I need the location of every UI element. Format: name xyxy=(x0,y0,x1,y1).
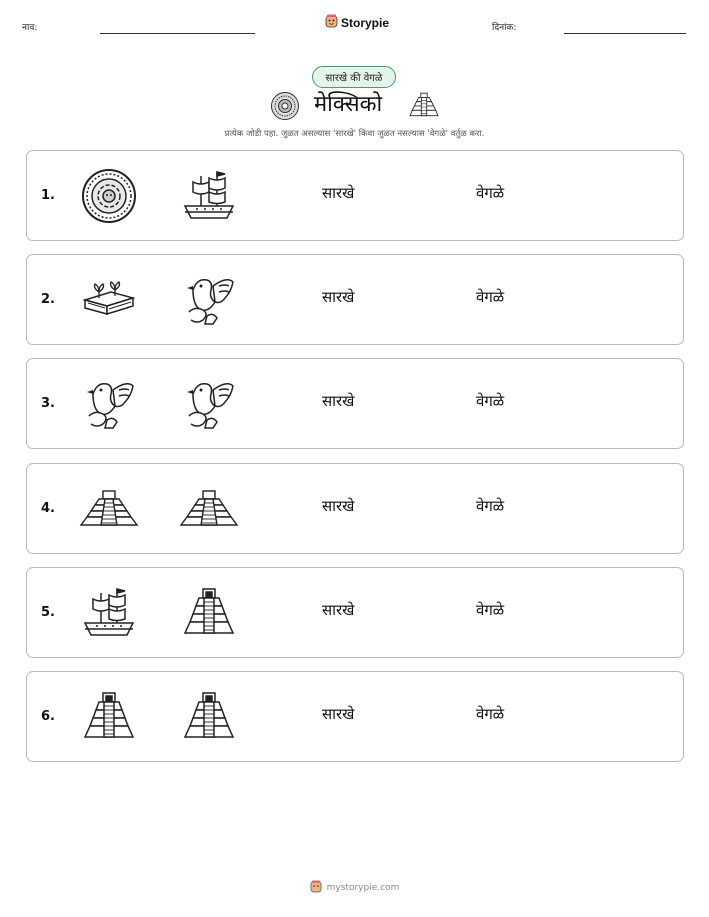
pair-row-5 xyxy=(26,567,684,658)
storypie-mascot-icon xyxy=(325,13,338,32)
same-option[interactable]: सारखे xyxy=(322,705,355,723)
eagle-icon xyxy=(79,376,139,432)
different-option[interactable]: वेगळे xyxy=(476,497,505,515)
step-pyramid-icon xyxy=(79,481,139,537)
different-option[interactable]: वेगळे xyxy=(476,601,505,619)
row-number: 6. xyxy=(41,709,55,724)
instructions: प्रत्येक जोडी पहा. जुळत असल्यास 'सारखे' किंवा जुळत नसल्यास 'वेगळे' वर्तुळ करा. xyxy=(224,129,485,139)
same-option[interactable]: सारखे xyxy=(322,184,355,202)
date-line[interactable] xyxy=(564,33,686,34)
eagle-icon xyxy=(179,376,239,432)
storypie-logo xyxy=(325,13,389,32)
step-pyramid-icon xyxy=(179,481,239,537)
different-option[interactable]: वेगळे xyxy=(476,288,505,306)
pyramid-icon xyxy=(79,689,139,745)
same-option[interactable]: सारखे xyxy=(322,601,355,619)
aztec-calendar-icon xyxy=(270,91,300,125)
different-option[interactable]: वेगळे xyxy=(476,392,505,410)
name-line[interactable] xyxy=(100,33,255,34)
row-number: 1. xyxy=(41,188,55,203)
logo-text: Storypie xyxy=(341,15,390,30)
same-option[interactable]: सारखे xyxy=(322,288,355,306)
date-label: दिनांक: xyxy=(492,23,517,33)
name-label: नाव: xyxy=(22,23,38,33)
row-number: 3. xyxy=(41,396,55,411)
pair-row-1 xyxy=(26,150,684,241)
footer-site-link[interactable]: mystorypie.com xyxy=(326,883,400,893)
different-option[interactable]: वेगळे xyxy=(476,705,505,723)
pyramid-icon xyxy=(179,689,239,745)
pair-row-4 xyxy=(26,463,684,554)
chinampa-garden-icon xyxy=(79,272,139,328)
eagle-icon xyxy=(179,272,239,328)
pyramid-icon xyxy=(179,585,239,641)
footer xyxy=(0,880,709,896)
page-title: मेक्सिको xyxy=(314,92,383,117)
ship-icon xyxy=(79,585,139,641)
row-number: 2. xyxy=(41,292,55,307)
pyramid-icon xyxy=(407,91,441,125)
pair-row-2 xyxy=(26,254,684,345)
pair-row-3 xyxy=(26,358,684,449)
row-number: 5. xyxy=(41,605,55,620)
pair-row-6 xyxy=(26,671,684,762)
worksheet-type-badge: सारखे की वेगळे xyxy=(312,66,396,88)
aztec-calendar-icon xyxy=(79,168,139,224)
same-option[interactable]: सारखे xyxy=(322,392,355,410)
different-option[interactable]: वेगळे xyxy=(476,184,505,202)
storypie-mascot-icon xyxy=(310,880,322,896)
row-number: 4. xyxy=(41,501,55,516)
same-option[interactable]: सारखे xyxy=(322,497,355,515)
ship-icon xyxy=(179,168,239,224)
